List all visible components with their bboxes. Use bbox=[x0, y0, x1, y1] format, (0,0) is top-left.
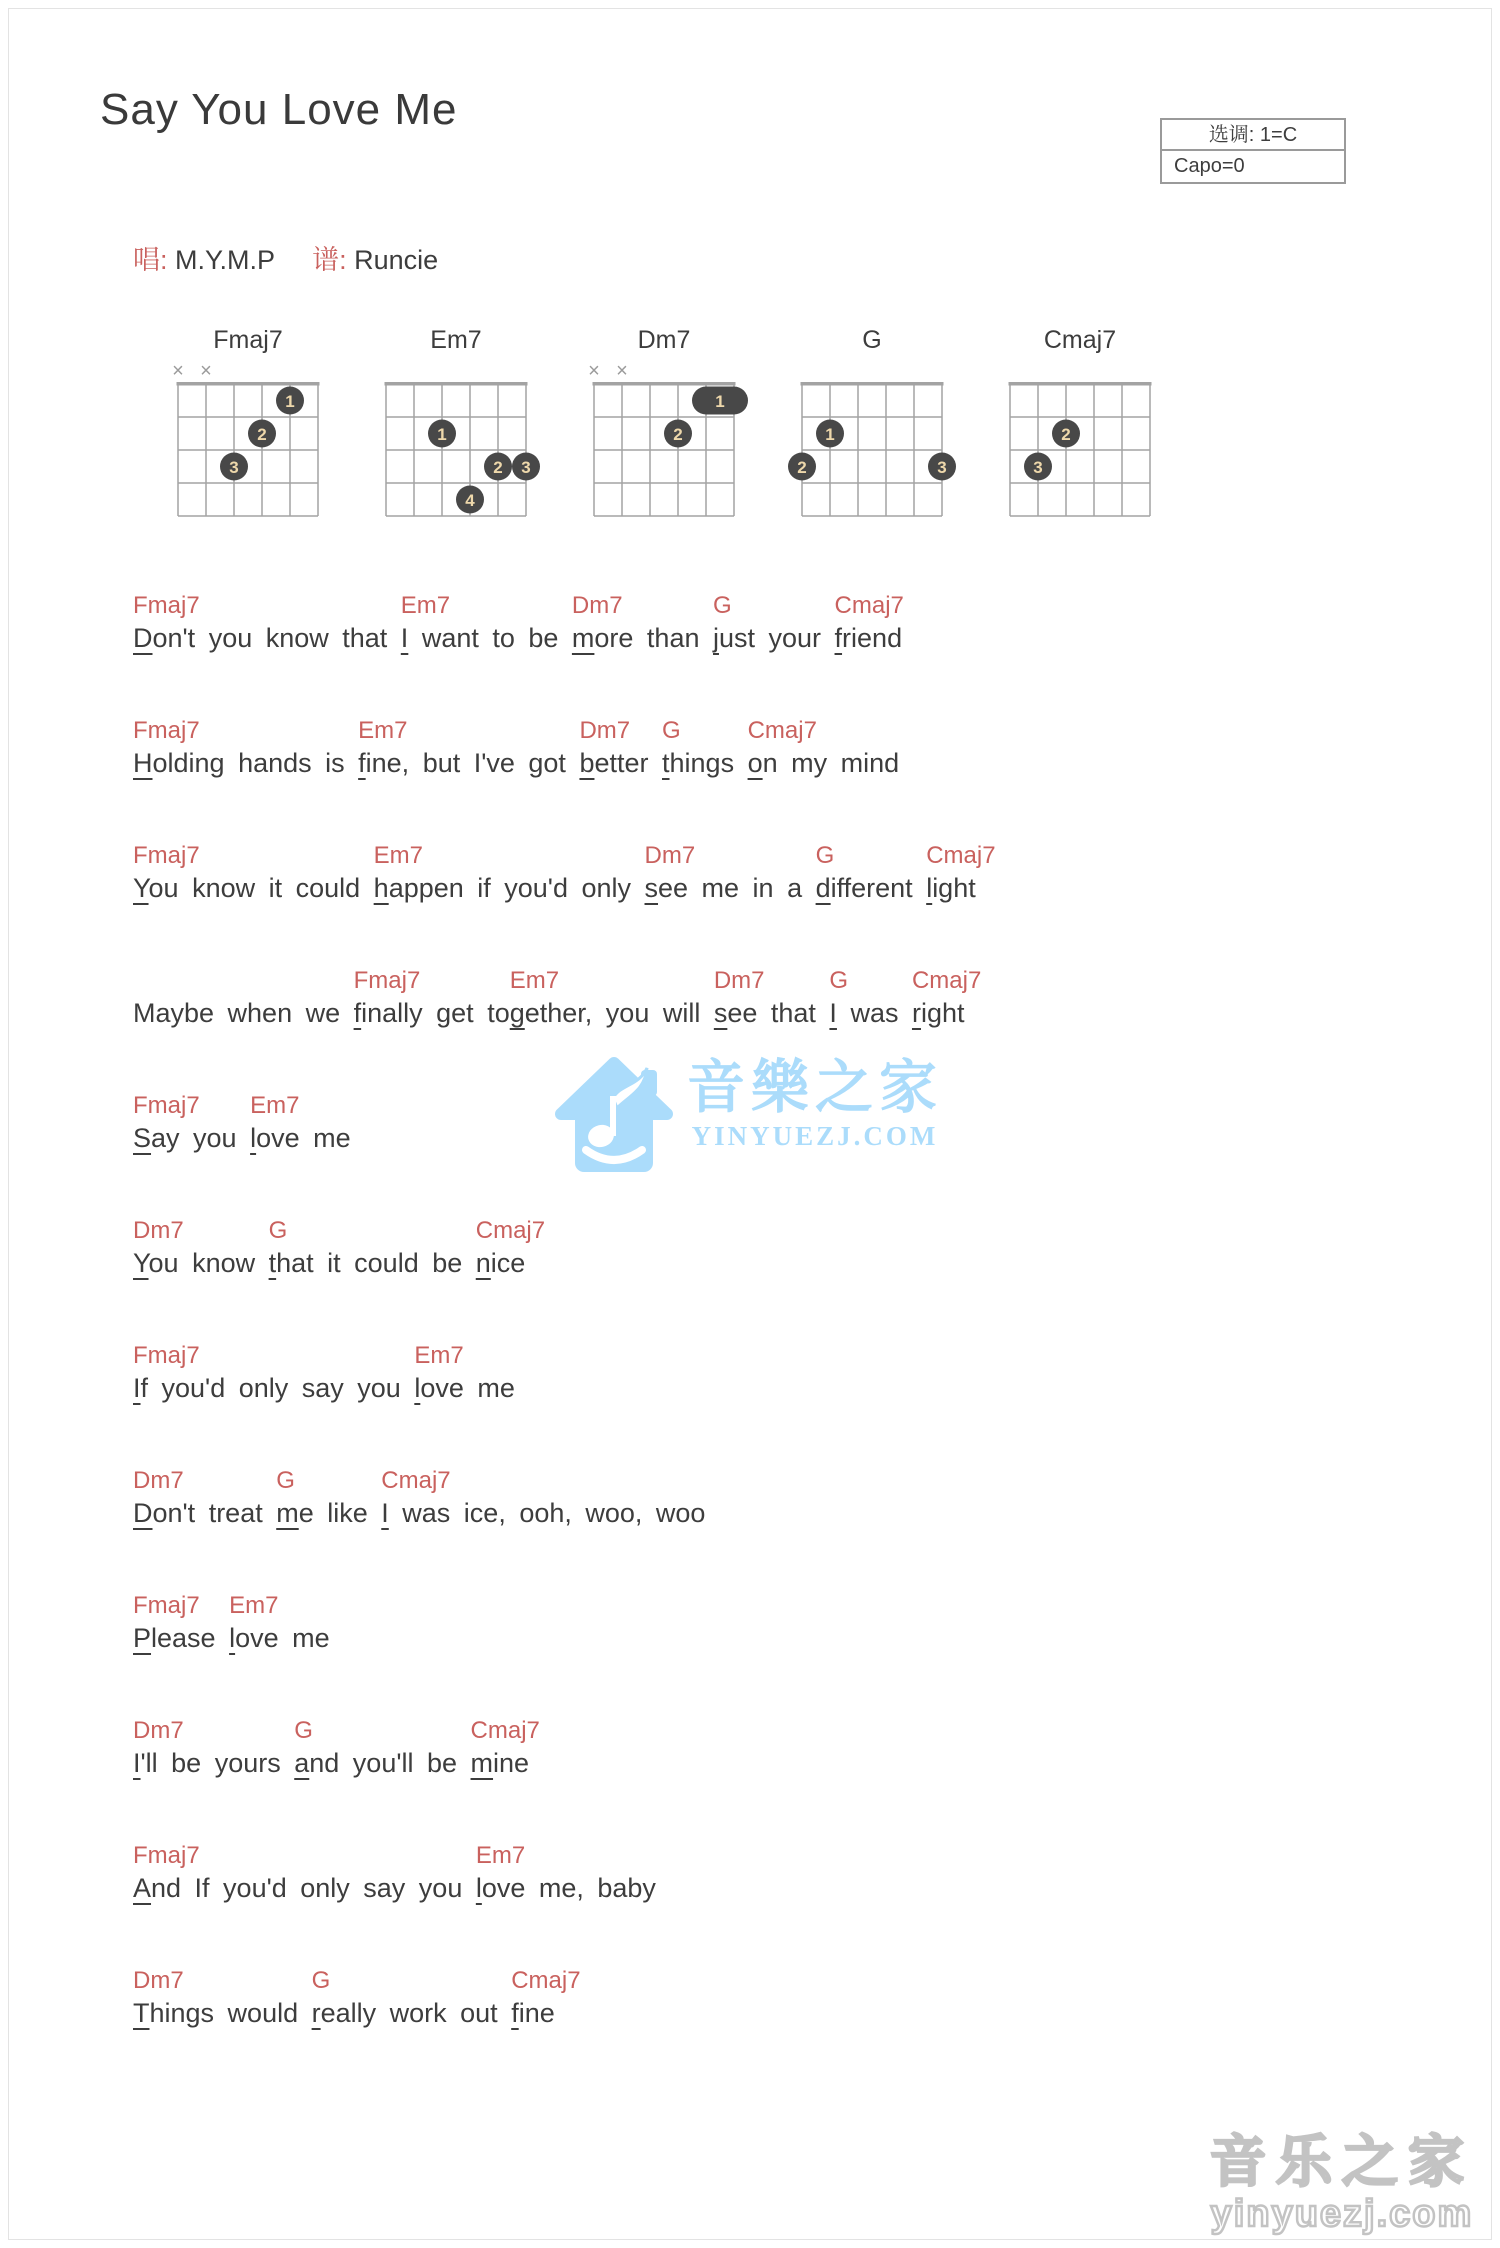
fret-line bbox=[386, 449, 526, 451]
chord-label: Dm7 bbox=[133, 1717, 184, 1744]
lyric-segment: G I was bbox=[829, 967, 912, 1028]
chord-grid-svg bbox=[162, 360, 334, 524]
lyric-segment: G and you'll be bbox=[294, 1717, 471, 1778]
finger-number: 3 bbox=[1033, 458, 1043, 477]
lyric-line bbox=[133, 1211, 976, 1279]
chord-label: Cmaj7 bbox=[926, 842, 996, 869]
watermark-site-url: YINYUEZJ.COM bbox=[691, 1120, 939, 1151]
chord-label: Cmaj7 bbox=[834, 592, 904, 619]
string-line bbox=[1093, 384, 1095, 516]
string-line bbox=[261, 384, 263, 516]
chord-label: Dm7 bbox=[644, 842, 696, 869]
beat-anchor-char: h bbox=[373, 873, 389, 903]
beat-anchor-char: P bbox=[133, 1623, 152, 1653]
lyric-segment: G different bbox=[815, 842, 927, 903]
beat-anchor-char: I bbox=[381, 1498, 389, 1528]
lyric-segment: Fmaj7 Say you bbox=[133, 1092, 251, 1153]
finger-number: 1 bbox=[715, 392, 725, 411]
chord-label: Em7 bbox=[475, 1842, 526, 1869]
lyric-segment: Em7 love me, baby bbox=[475, 1842, 656, 1903]
beat-anchor-char: l bbox=[229, 1623, 236, 1653]
string-line bbox=[441, 384, 443, 516]
beat-anchor-char: m bbox=[276, 1498, 299, 1528]
chord-label: G bbox=[662, 717, 681, 744]
vocal-label: 唱: bbox=[133, 245, 168, 275]
finger-number: 2 bbox=[1061, 425, 1071, 444]
fret-line bbox=[178, 482, 318, 484]
string-line bbox=[385, 384, 387, 516]
diagram-chord-name: Cmaj7 bbox=[1043, 326, 1117, 354]
diagram-chord-name: G bbox=[862, 326, 882, 354]
chord-diagram-cmaj7 bbox=[994, 326, 1166, 529]
beat-anchor-char: l bbox=[250, 1123, 257, 1153]
beat-anchor-char: S bbox=[133, 1123, 152, 1153]
string-line bbox=[497, 384, 499, 516]
fret-line bbox=[802, 482, 942, 484]
chord-label: Em7 bbox=[414, 1342, 464, 1369]
chord-label: Em7 bbox=[509, 967, 560, 994]
credits-line bbox=[133, 238, 438, 277]
finger-number: 3 bbox=[521, 458, 531, 477]
lyric-line bbox=[133, 1461, 976, 1529]
chord-label: Em7 bbox=[400, 592, 451, 619]
lyric-segment: Cmaj7 on my mind bbox=[747, 717, 900, 778]
song-title: Say You Love Me bbox=[100, 85, 458, 134]
lyric-segment: Fmaj7 Holding hands is bbox=[133, 717, 359, 778]
fret-line bbox=[594, 515, 734, 517]
lyric-segment: Fmaj7 Don't you know that bbox=[133, 592, 401, 653]
tab-value: Runcie bbox=[354, 245, 439, 275]
chord-label: G bbox=[815, 842, 835, 869]
fret-line bbox=[1010, 482, 1150, 484]
vocal-value: M.Y.M.P bbox=[175, 245, 275, 275]
lyric-segment: Cmaj7 I was ice, ooh, woo, woo bbox=[381, 1467, 706, 1528]
string-line bbox=[177, 384, 179, 516]
lyric-segment: G really work out bbox=[311, 1967, 512, 2028]
fret-line bbox=[1010, 515, 1150, 517]
chord-label: G bbox=[294, 1717, 313, 1744]
chord-label: Fmaj7 bbox=[133, 1092, 200, 1119]
chord-grid-svg bbox=[370, 360, 542, 524]
tab-label: 谱: bbox=[312, 245, 347, 275]
beat-anchor-char: f bbox=[358, 748, 366, 778]
lyric-segment: Dm7 more than bbox=[571, 592, 713, 653]
lyric-line bbox=[133, 1586, 976, 1654]
lyric-segment: Dm7 Things would bbox=[133, 1967, 312, 2028]
finger-number: 2 bbox=[673, 425, 683, 444]
string-line bbox=[913, 384, 915, 516]
beat-anchor-char: I bbox=[829, 998, 837, 1028]
lyric-segment: Cmaj7 right bbox=[911, 967, 982, 1028]
lyric-line bbox=[133, 1836, 976, 1904]
chord-diagram-fmaj7 bbox=[162, 326, 334, 529]
chord-label: Em7 bbox=[250, 1092, 300, 1119]
finger-number: 3 bbox=[229, 458, 239, 477]
fret-line bbox=[802, 515, 942, 517]
muted-string-x: × bbox=[588, 360, 600, 382]
watermark-site-name-cn: 音樂之家 bbox=[687, 1055, 944, 1120]
lyric-segment: Em7 fine, but I've got bbox=[358, 717, 580, 778]
lyric-segment: Cmaj7 fine bbox=[511, 1967, 581, 2028]
chord-label: Dm7 bbox=[713, 967, 765, 994]
corner-watermark-cn: 音乐之家 bbox=[1210, 2130, 1474, 2194]
beat-anchor-char: A bbox=[133, 1873, 152, 1903]
lyric-segment: Em7 I want to be bbox=[400, 592, 572, 653]
beat-anchor-char: H bbox=[133, 748, 153, 778]
nut-line bbox=[385, 382, 528, 386]
beat-anchor-char: g bbox=[509, 998, 525, 1028]
lyric-segment: Fmaj7 Please bbox=[133, 1592, 230, 1653]
nut-line bbox=[593, 382, 736, 386]
string-line bbox=[525, 384, 527, 516]
string-line bbox=[205, 384, 207, 516]
chord-label: Cmaj7 bbox=[470, 1717, 540, 1744]
beat-anchor-char: t bbox=[268, 1248, 277, 1278]
string-line bbox=[413, 384, 415, 516]
string-line bbox=[677, 384, 679, 516]
string-line bbox=[1037, 384, 1039, 516]
fret-line bbox=[802, 416, 942, 418]
string-line bbox=[829, 384, 831, 516]
string-line bbox=[801, 384, 803, 516]
lyric-segment: Maybe when we bbox=[133, 998, 354, 1028]
finger-number: 1 bbox=[825, 425, 835, 444]
chord-label: Cmaj7 bbox=[475, 1217, 546, 1244]
chord-label: Em7 bbox=[373, 842, 424, 869]
lyric-segment: G things bbox=[662, 717, 748, 778]
beat-anchor-char: m bbox=[571, 623, 595, 653]
diagram-chord-name: Fmaj7 bbox=[213, 326, 283, 354]
chord-label: Cmaj7 bbox=[911, 967, 982, 994]
chord-diagram-em7 bbox=[370, 326, 542, 529]
chord-label: Fmaj7 bbox=[133, 1842, 200, 1869]
chord-label: Dm7 bbox=[133, 1467, 184, 1494]
chord-label: Dm7 bbox=[133, 1217, 184, 1244]
string-line bbox=[1149, 384, 1151, 516]
finger-number: 4 bbox=[465, 491, 475, 510]
corner-watermark-url: yinyuezj.com bbox=[1210, 2193, 1474, 2235]
lyric-segment: Em7 happen if you'd only bbox=[373, 842, 645, 903]
beat-anchor-char: f bbox=[511, 1998, 519, 2028]
chord-label: Dm7 bbox=[133, 1967, 184, 1994]
lyric-segment: Cmaj7 friend bbox=[834, 592, 904, 653]
chord-label: Em7 bbox=[229, 1592, 279, 1619]
chord-label: Em7 bbox=[358, 717, 408, 744]
beat-anchor-char: s bbox=[644, 873, 659, 903]
key-cell: 选调: 1=C bbox=[1162, 120, 1344, 151]
beat-anchor-char: m bbox=[470, 1748, 494, 1778]
lyric-segment: Dm7 better bbox=[579, 717, 662, 778]
beat-anchor-char: r bbox=[911, 998, 921, 1028]
lyric-segment: Fmaj7 If you'd only say you bbox=[133, 1342, 415, 1403]
beat-anchor-char: I bbox=[400, 623, 409, 653]
string-line bbox=[593, 384, 595, 516]
finger-number: 1 bbox=[285, 392, 295, 411]
lyric-line bbox=[133, 961, 982, 1029]
muted-string-x: × bbox=[200, 360, 212, 382]
lyric-segment: Em7 love me bbox=[414, 1342, 515, 1403]
beat-anchor-char: r bbox=[311, 1998, 321, 2028]
string-line bbox=[317, 384, 319, 516]
string-line bbox=[621, 384, 623, 516]
key-info-box bbox=[1160, 118, 1346, 184]
string-line bbox=[233, 384, 235, 516]
chord-label: G bbox=[276, 1467, 295, 1494]
finger-number: 2 bbox=[493, 458, 503, 477]
beat-anchor-char: a bbox=[294, 1748, 310, 1778]
chord-label: Fmaj7 bbox=[353, 967, 421, 994]
lyric-segment: Fmaj7 And If you'd only say you bbox=[133, 1842, 476, 1903]
beat-anchor-char: d bbox=[815, 873, 831, 903]
lyric-line bbox=[133, 836, 996, 904]
chord-label: Fmaj7 bbox=[133, 1342, 200, 1369]
chord-label: G bbox=[268, 1217, 288, 1244]
beat-anchor-char: o bbox=[747, 748, 763, 778]
chord-label: G bbox=[712, 592, 732, 619]
chord-label: G bbox=[829, 967, 849, 994]
string-line bbox=[649, 384, 651, 516]
lyric-segment: Em7 love me bbox=[250, 1092, 351, 1153]
fret-line bbox=[386, 416, 526, 418]
lyric-segment: Dm7 see me in a bbox=[644, 842, 816, 903]
chord-diagram-dm7 bbox=[578, 326, 750, 529]
beat-anchor-char: Y bbox=[133, 1248, 149, 1278]
fret-line bbox=[802, 449, 942, 451]
diagram-chord-name: Em7 bbox=[430, 326, 482, 354]
chord-diagram-row bbox=[162, 326, 1166, 529]
lyrics-section bbox=[133, 586, 996, 2086]
fret-line bbox=[1010, 416, 1150, 418]
muted-string-x: × bbox=[172, 360, 184, 382]
string-line bbox=[1121, 384, 1123, 516]
chord-grid-svg bbox=[994, 360, 1166, 524]
fret-line bbox=[594, 416, 734, 418]
beat-anchor-char: t bbox=[662, 748, 670, 778]
chord-grid-svg bbox=[578, 360, 750, 524]
string-line bbox=[857, 384, 859, 516]
lyric-segment: Cmaj7 mine bbox=[470, 1717, 540, 1778]
chord-label: Fmaj7 bbox=[133, 842, 200, 869]
beat-anchor-char: j bbox=[712, 623, 719, 653]
beat-anchor-char: T bbox=[133, 1998, 150, 2028]
nut-line bbox=[1009, 382, 1152, 386]
fret-line bbox=[594, 482, 734, 484]
chord-label: Fmaj7 bbox=[133, 1592, 200, 1619]
lyric-segment: Dm7 Don't treat bbox=[133, 1467, 277, 1528]
chord-label: Dm7 bbox=[571, 592, 623, 619]
beat-anchor-char: l bbox=[926, 873, 933, 903]
string-line bbox=[941, 384, 943, 516]
beat-anchor-char: f bbox=[353, 998, 362, 1028]
string-line bbox=[1009, 384, 1011, 516]
chord-label: G bbox=[311, 1967, 331, 1994]
lyric-segment: Em7 gether, you will bbox=[509, 967, 714, 1028]
fret-line bbox=[178, 449, 318, 451]
lyric-segment: Cmaj7 nice bbox=[475, 1217, 546, 1278]
chord-label: Cmaj7 bbox=[381, 1467, 451, 1494]
lyric-line bbox=[133, 586, 976, 654]
finger-number: 3 bbox=[937, 458, 947, 477]
lyric-line bbox=[133, 1711, 976, 1779]
finger-number: 2 bbox=[797, 458, 807, 477]
beat-anchor-char: D bbox=[133, 1498, 153, 1528]
lyric-segment: G me like bbox=[276, 1467, 382, 1528]
beat-anchor-char: l bbox=[475, 1873, 482, 1903]
lyric-segment: Dm7 You know bbox=[133, 1217, 269, 1278]
chord-label: Cmaj7 bbox=[511, 1967, 581, 1994]
chord-label: Cmaj7 bbox=[747, 717, 817, 744]
nut-line bbox=[801, 382, 944, 386]
finger-number: 2 bbox=[257, 425, 267, 444]
beat-anchor-char: s bbox=[713, 998, 728, 1028]
lyric-segment: Em7 love me bbox=[229, 1592, 330, 1653]
lyric-segment: Dm7 see that bbox=[713, 967, 830, 1028]
nut-line bbox=[177, 382, 320, 386]
lyric-line bbox=[133, 1086, 976, 1154]
lyric-segment: G just your bbox=[712, 592, 835, 653]
lyric-line bbox=[133, 711, 976, 779]
chord-grid-svg bbox=[786, 360, 958, 524]
beat-anchor-char: Y bbox=[133, 873, 149, 903]
chord-label: Fmaj7 bbox=[133, 717, 200, 744]
beat-anchor-char: I bbox=[133, 1748, 141, 1778]
string-line bbox=[885, 384, 887, 516]
finger-number: 1 bbox=[437, 425, 447, 444]
fret-line bbox=[178, 416, 318, 418]
chord-label: Fmaj7 bbox=[133, 592, 200, 619]
fret-line bbox=[594, 449, 734, 451]
fret-line bbox=[386, 515, 526, 517]
chord-label: Dm7 bbox=[579, 717, 631, 744]
beat-anchor-char: l bbox=[414, 1373, 421, 1403]
lyric-segment: Cmaj7 light bbox=[926, 842, 996, 903]
muted-string-x: × bbox=[616, 360, 628, 382]
site-watermark-corner bbox=[1210, 2131, 1474, 2236]
capo-cell: Capo=0 bbox=[1174, 155, 1245, 177]
lyric-segment: Dm7 I'll be yours bbox=[133, 1717, 295, 1778]
beat-anchor-char: b bbox=[579, 748, 595, 778]
lyric-segment: Fmaj7 You know it could bbox=[133, 842, 374, 903]
beat-anchor-char: n bbox=[475, 1248, 491, 1278]
lyric-segment: G that it could be bbox=[268, 1217, 476, 1278]
beat-anchor-char: f bbox=[834, 623, 843, 653]
beat-anchor-char: I bbox=[133, 1373, 141, 1403]
lyric-line bbox=[133, 1961, 976, 2029]
beat-anchor-char: D bbox=[133, 623, 153, 653]
chord-diagram-g bbox=[786, 326, 958, 529]
lyric-segment: Fmaj7 finally get to bbox=[353, 967, 510, 1028]
fret-line bbox=[1010, 449, 1150, 451]
fret-line bbox=[386, 482, 526, 484]
fret-line bbox=[178, 515, 318, 517]
diagram-chord-name: Dm7 bbox=[637, 326, 691, 354]
string-line bbox=[1065, 384, 1067, 516]
lyric-line bbox=[133, 1336, 976, 1404]
